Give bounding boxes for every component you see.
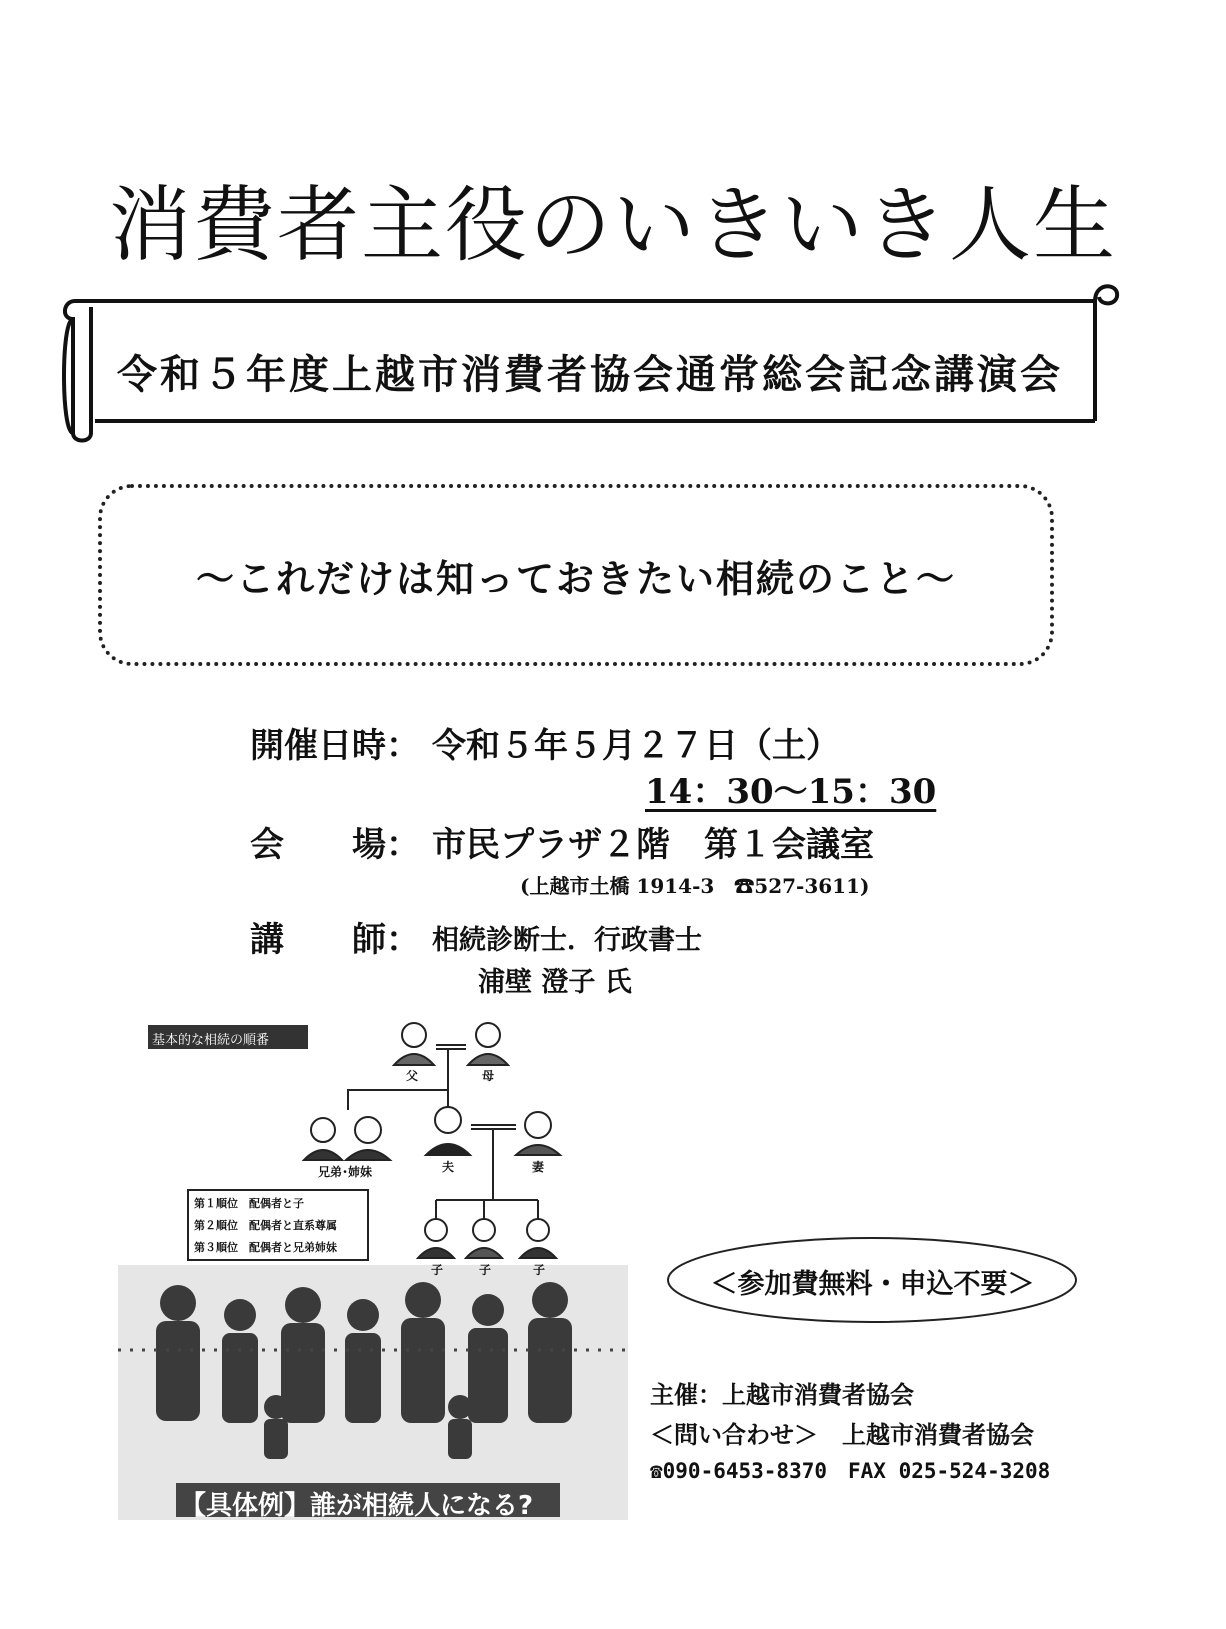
label-father: 父 [406, 1069, 419, 1083]
illustration-tag: 基本的な相続の順番 [152, 1033, 270, 1048]
time-value: 14：30～15：30 [645, 772, 937, 812]
venue-address: (上越市土橋 1914-3 ☎527-3611) [520, 874, 870, 898]
main-title: 消費者主役のいきいき人生 [108, 178, 1117, 273]
label-mother: 母 [482, 1069, 495, 1083]
label-child-1: 子 [431, 1263, 444, 1277]
rank-1: 第１順位 配偶者と子 [194, 1197, 304, 1210]
lecturer-role: 相続診断士．行政書士 [432, 925, 702, 956]
venue-value: 市民プラザ２階 第１会議室 [432, 825, 874, 865]
subtitle: ～これだけは知っておきたい相続のこと～ [195, 557, 956, 601]
lecturer-name: 浦壁 澄子 氏 [478, 967, 632, 998]
label-husband: 夫 [442, 1160, 455, 1174]
rank-3: 第３順位 配偶者と兄弟姉妹 [194, 1241, 337, 1254]
inheritance-illustration [118, 1015, 628, 1520]
label-child-3: 子 [533, 1263, 546, 1277]
date-label: 開催日時： [250, 726, 420, 766]
banner-title: 令和５年度上越市消費者協会通常総会記念講演会 [117, 352, 1063, 398]
rank-2: 第２順位 配偶者と直系尊属 [194, 1219, 337, 1232]
date-value: 令和５年５月２７日（土） [432, 726, 840, 766]
host: 主催：上越市消費者協会 [650, 1380, 914, 1409]
venue-label: 会 場： [250, 825, 420, 865]
label-siblings: 兄弟･姉妹 [318, 1165, 373, 1179]
illustration-caption: 【具体例】誰が相続人になる? [180, 1491, 534, 1521]
label-wife: 妻 [532, 1160, 545, 1174]
phone-fax: ☎090-6453-8370 FAX 025-524-3208 [650, 1459, 1051, 1483]
label-child-2: 子 [479, 1263, 492, 1277]
inquiry: ＜問い合わせ＞ 上越市消費者協会 [650, 1420, 1034, 1449]
lecturer-label: 講 師： [250, 920, 420, 960]
family-tree-graphic [118, 1015, 628, 1520]
fee-note: ＜参加費無料・申込不要＞ [710, 1269, 1035, 1300]
